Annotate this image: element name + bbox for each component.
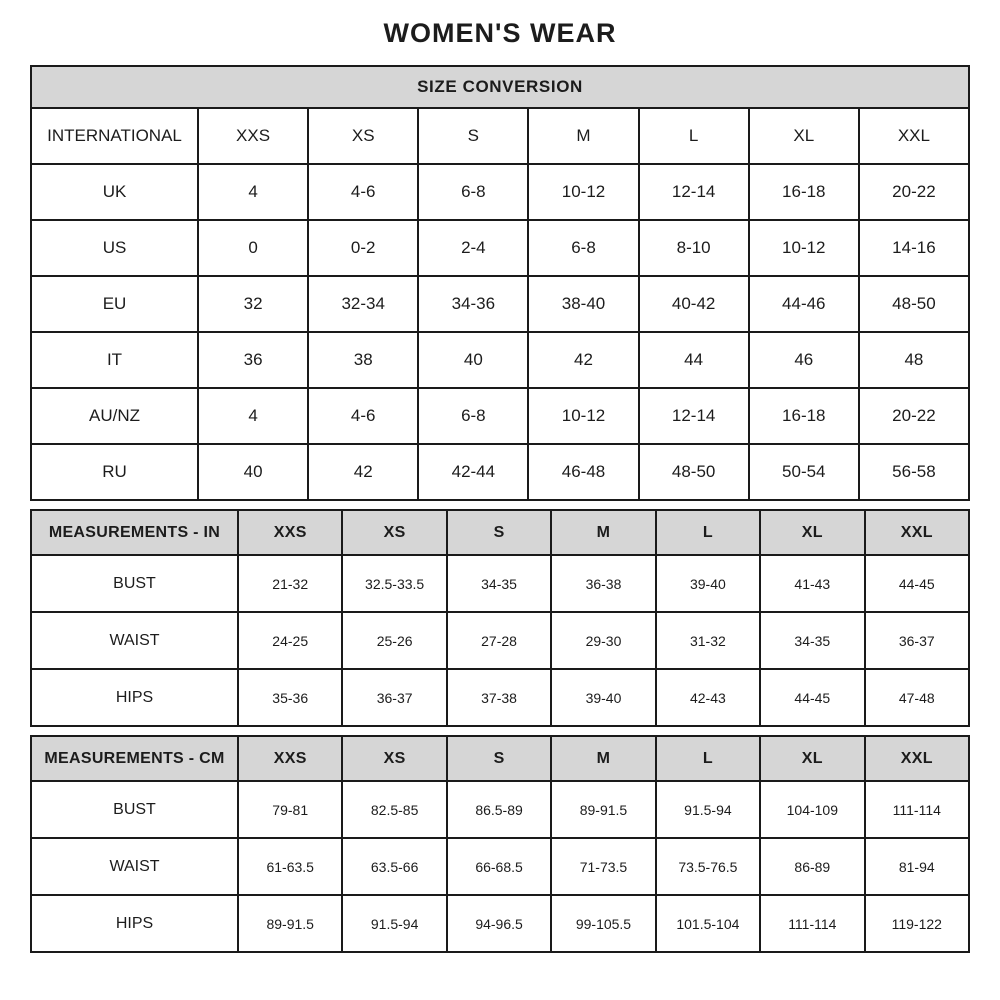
value-cell: 27-28 [447, 612, 551, 669]
table-row [31, 669, 969, 726]
value-cell: 32-34 [308, 276, 418, 332]
value-cell: 81-94 [865, 838, 969, 895]
value-cell: 0-2 [308, 220, 418, 276]
value-cell: XS [308, 108, 418, 164]
row-label-cell: BUST [31, 555, 238, 612]
value-cell: 44-45 [760, 669, 864, 726]
value-cell: 86.5-89 [447, 781, 551, 838]
value-cell: 4 [198, 164, 308, 220]
value-cell: 32.5-33.5 [342, 555, 446, 612]
value-cell: 10-12 [528, 164, 638, 220]
value-cell: S [418, 108, 528, 164]
value-cell: 82.5-85 [342, 781, 446, 838]
value-cell: 4-6 [308, 388, 418, 444]
row-label-cell: HIPS [31, 669, 238, 726]
row-label-cell: WAIST [31, 612, 238, 669]
value-cell: 0 [198, 220, 308, 276]
table-row [31, 220, 969, 276]
value-cell: 34-35 [447, 555, 551, 612]
value-cell: 44 [639, 332, 749, 388]
value-cell: XXL [859, 108, 969, 164]
column-header-cell: M [551, 736, 655, 781]
value-cell: 44-46 [749, 276, 859, 332]
value-cell: 12-14 [639, 164, 749, 220]
value-cell: 42 [528, 332, 638, 388]
value-cell: 71-73.5 [551, 838, 655, 895]
value-cell: 14-16 [859, 220, 969, 276]
value-cell: 40 [198, 444, 308, 500]
value-cell: 99-105.5 [551, 895, 655, 952]
value-cell: 48-50 [639, 444, 749, 500]
column-header-cell: XS [342, 510, 446, 555]
row-label-cell: WAIST [31, 838, 238, 895]
column-header-cell: M [551, 510, 655, 555]
value-cell: 6-8 [528, 220, 638, 276]
value-cell: 8-10 [639, 220, 749, 276]
value-cell: 47-48 [865, 669, 969, 726]
value-cell: 89-91.5 [551, 781, 655, 838]
value-cell: 31-32 [656, 612, 760, 669]
value-cell: 46-48 [528, 444, 638, 500]
size-conversion-header [31, 66, 969, 108]
table-row [31, 555, 969, 612]
value-cell: 40-42 [639, 276, 749, 332]
value-cell: 42-44 [418, 444, 528, 500]
value-cell: 4-6 [308, 164, 418, 220]
value-cell: 48 [859, 332, 969, 388]
column-header-cell: XXL [865, 736, 969, 781]
value-cell: 39-40 [551, 669, 655, 726]
table-body [31, 510, 969, 726]
value-cell: 34-36 [418, 276, 528, 332]
table-body [31, 736, 969, 952]
value-cell: 29-30 [551, 612, 655, 669]
column-header-cell: S [447, 510, 551, 555]
table-row [31, 838, 969, 895]
column-header-cell: MEASUREMENTS - IN [31, 510, 238, 555]
value-cell: 66-68.5 [447, 838, 551, 895]
row-label-cell: AU/NZ [31, 388, 198, 444]
value-cell: 4 [198, 388, 308, 444]
value-cell: 42-43 [656, 669, 760, 726]
column-header-cell: L [656, 736, 760, 781]
value-cell: 56-58 [859, 444, 969, 500]
row-label-cell: IT [31, 332, 198, 388]
value-cell: 91.5-94 [342, 895, 446, 952]
value-cell: 101.5-104 [656, 895, 760, 952]
table-row [31, 781, 969, 838]
row-label-cell: BUST [31, 781, 238, 838]
value-cell: 36 [198, 332, 308, 388]
value-cell: 44-45 [865, 555, 969, 612]
row-label-cell: INTERNATIONAL [31, 108, 198, 164]
column-header-cell: XXS [238, 736, 342, 781]
value-cell: 111-114 [865, 781, 969, 838]
page-title: WOMEN'S WEAR [383, 18, 617, 48]
value-cell: 39-40 [656, 555, 760, 612]
row-label-cell: US [31, 220, 198, 276]
value-cell: 2-4 [418, 220, 528, 276]
value-cell: 34-35 [760, 612, 864, 669]
value-cell: 73.5-76.5 [656, 838, 760, 895]
value-cell: 20-22 [859, 388, 969, 444]
column-header-cell: S [447, 736, 551, 781]
value-cell: 61-63.5 [238, 838, 342, 895]
row-label-cell: EU [31, 276, 198, 332]
measurements-cm-table [30, 735, 970, 953]
value-cell: 38 [308, 332, 418, 388]
row-label-cell: RU [31, 444, 198, 500]
value-cell: 40 [418, 332, 528, 388]
value-cell: 36-37 [342, 669, 446, 726]
measurements-in-table [30, 509, 970, 727]
value-cell: 16-18 [749, 388, 859, 444]
value-cell: 16-18 [749, 164, 859, 220]
value-cell: 86-89 [760, 838, 864, 895]
value-cell: 63.5-66 [342, 838, 446, 895]
value-cell: 89-91.5 [238, 895, 342, 952]
value-cell: 20-22 [859, 164, 969, 220]
value-cell: 37-38 [447, 669, 551, 726]
column-header-cell: XS [342, 736, 446, 781]
table-row [31, 332, 969, 388]
value-cell: 12-14 [639, 388, 749, 444]
table-row [31, 444, 969, 500]
table-row [31, 388, 969, 444]
value-cell: 24-25 [238, 612, 342, 669]
value-cell: XXS [198, 108, 308, 164]
value-cell: 36-38 [551, 555, 655, 612]
value-cell: 50-54 [749, 444, 859, 500]
column-header-cell: XL [760, 510, 864, 555]
column-header-cell: XXL [865, 510, 969, 555]
value-cell: 111-114 [760, 895, 864, 952]
table-row [31, 612, 969, 669]
value-cell: 32 [198, 276, 308, 332]
value-cell: 104-109 [760, 781, 864, 838]
banner-row [31, 66, 969, 108]
row-label-cell: UK [31, 164, 198, 220]
column-header-cell: XXS [238, 510, 342, 555]
value-cell: 38-40 [528, 276, 638, 332]
value-cell: 10-12 [749, 220, 859, 276]
table-title: SIZE CONVERSION [31, 66, 969, 108]
value-cell: 42 [308, 444, 418, 500]
table-row [31, 108, 969, 164]
value-cell: L [639, 108, 749, 164]
value-cell: M [528, 108, 638, 164]
column-header-cell: MEASUREMENTS - CM [31, 736, 238, 781]
table-row [31, 164, 969, 220]
value-cell: 36-37 [865, 612, 969, 669]
table-row [31, 895, 969, 952]
column-header-cell: L [656, 510, 760, 555]
value-cell: 48-50 [859, 276, 969, 332]
value-cell: 79-81 [238, 781, 342, 838]
value-cell: 41-43 [760, 555, 864, 612]
value-cell: 94-96.5 [447, 895, 551, 952]
column-header-row [31, 510, 969, 555]
row-label-cell: HIPS [31, 895, 238, 952]
value-cell: XL [749, 108, 859, 164]
value-cell: 21-32 [238, 555, 342, 612]
value-cell: 6-8 [418, 164, 528, 220]
column-header-cell: XL [760, 736, 864, 781]
value-cell: 46 [749, 332, 859, 388]
value-cell: 6-8 [418, 388, 528, 444]
column-header-row [31, 736, 969, 781]
value-cell: 10-12 [528, 388, 638, 444]
table-row [31, 276, 969, 332]
table-body [31, 108, 969, 500]
value-cell: 35-36 [238, 669, 342, 726]
value-cell: 119-122 [865, 895, 969, 952]
value-cell: 25-26 [342, 612, 446, 669]
value-cell: 91.5-94 [656, 781, 760, 838]
size-conversion-table [30, 65, 970, 501]
